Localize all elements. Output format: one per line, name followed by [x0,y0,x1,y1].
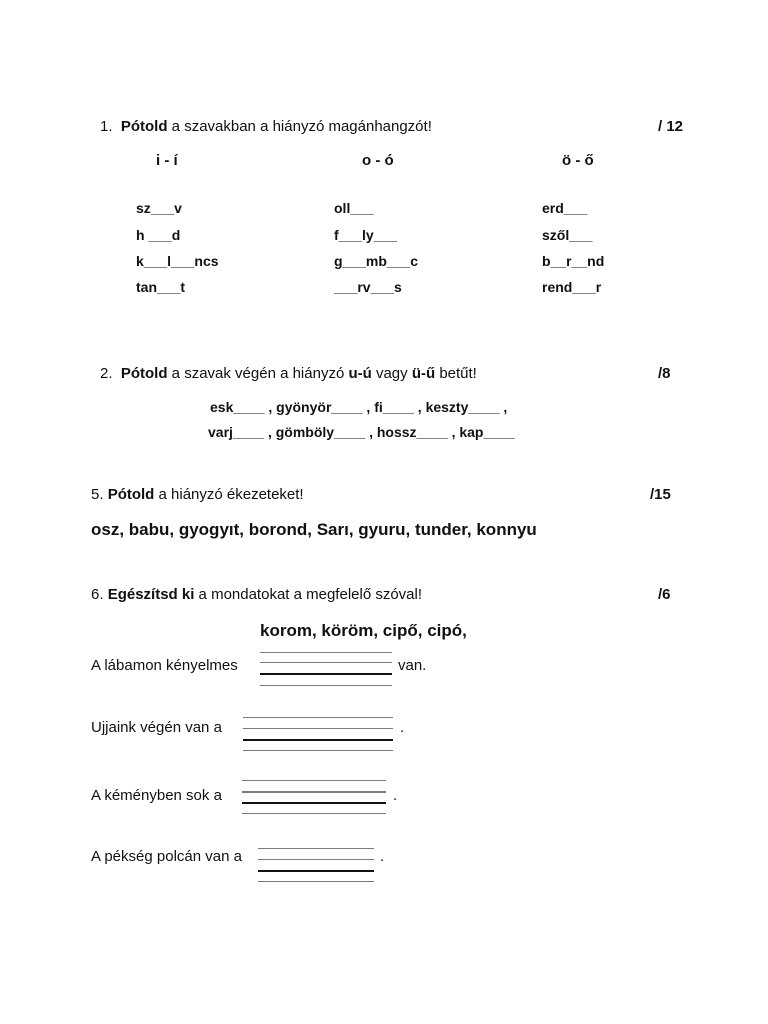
task6-answer-box-2[interactable] [243,717,393,751]
task5-number: 5. [91,486,104,503]
task1-header-o: o - ó [362,152,394,169]
task2-score: /8 [658,365,671,382]
task6-sentence1-before: A lábamon kényelmes [91,657,238,674]
task6-answer-box-3[interactable] [242,780,386,814]
task1-instruction [100,118,432,135]
task6-number: 6. [91,586,104,603]
task2-text-a: a szavak végén a hiányzó [167,365,349,382]
task2-bold: Pótold [120,365,168,382]
task2-words-line1: esk____ , gyönyör____ , fi____ , keszty____ , [210,399,508,415]
task1-word: sz___v [136,200,182,216]
task6-sentence1-after: van. [398,657,427,674]
task1-word: erd___ [542,200,588,216]
task2-number: 2. [100,365,113,382]
task6-sentence2-after: . [400,719,405,736]
task5-score: /15 [650,486,671,503]
task5-bold: Pótold [107,486,155,503]
task1-word: rend___r [542,279,602,295]
task5-text: a hiányzó ékezeteket! [154,486,304,503]
task2-instruction [100,365,477,382]
task6-sentence4-after: . [380,848,385,865]
task6-text: a mondatokat a megfelelő szóval! [194,586,423,603]
task1-word: b__r__nd [542,253,605,269]
task6-sentence3-before: A kéményben sok a [91,787,222,804]
task5-words: osz, babu, gyogyıt, borond, Sarı, gyuru, tunder, konnyu [91,520,537,539]
task1-word: g___mb___c [334,253,419,269]
task6-options: korom, köröm, cipő, cipó, [260,621,467,640]
task1-number: 1. [100,118,113,135]
task2-words-line2: varj____ , gömböly____ , hossz____ , kap____ [208,424,515,440]
task6-sentence2-before: Ujjaink végén van a [91,719,222,736]
task1-score: / 12 [658,118,684,135]
task1-word: f___ly___ [334,227,398,243]
task6-bold: Egészítsd ki [107,586,195,603]
task6-answer-box-1[interactable] [260,652,392,686]
task1-text: a szavakban a hiányzó magánhangzót! [167,118,432,135]
task6-sentence3-after: . [393,787,398,804]
task2-bold-ue: ü-ű [411,365,436,382]
task1-word: szől___ [542,227,593,243]
task1-word: h ___d [136,227,181,243]
task1-word: k___l___ncs [136,253,219,269]
task1-word: oll___ [334,200,374,216]
task2-text-c: betűt! [435,365,477,382]
task2-bold-u: u-ú [348,365,372,382]
task6-answer-box-4[interactable] [258,848,374,882]
task1-bold: Pótold [120,118,168,135]
task1-word: tan___t [136,279,186,295]
task6-instruction [91,586,422,603]
task5-instruction [91,486,304,503]
task1-word: ___rv___s [334,279,402,295]
task2-text-b: vagy [371,365,412,382]
task1-header-i: i - í [156,152,178,169]
task6-score: /6 [658,586,671,603]
task1-header-oe: ö - ő [562,152,594,169]
task6-sentence4-before: A pékség polcán van a [91,848,242,865]
